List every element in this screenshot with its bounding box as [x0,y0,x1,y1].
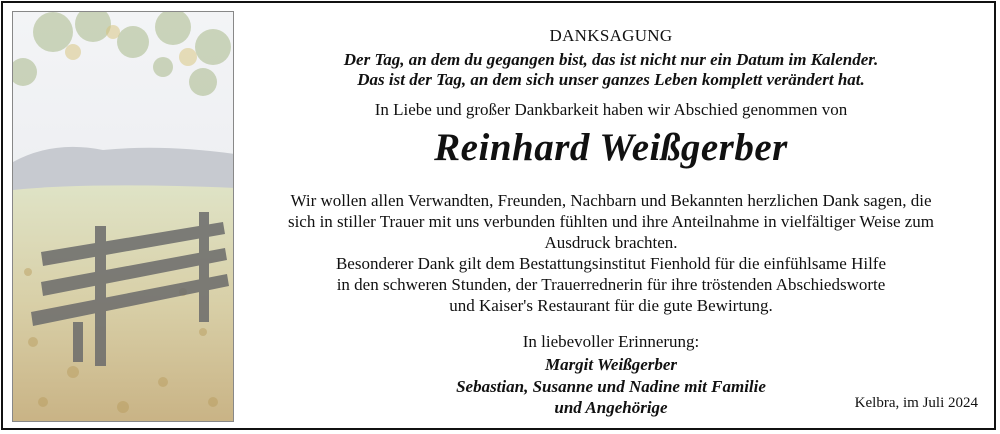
thanks-line: Besonderer Dank gilt dem Bestattungsinstitut Fienhold für die einfühlsame Hilfe [335,254,887,273]
motto-line: Der Tag, an dem du gegangen bist, das ist nicht nur ein Datum im Kalender. [343,50,879,69]
motto-line: Das ist der Tag, an dem sich unser ganzes Leben komplett verändert hat. [357,70,865,89]
heading: DANKSAGUNG [549,26,673,45]
thanks-line: in den schweren Stunden, der Trauerrednerin für ihre tröstenden Abschiedsworte [336,275,886,294]
memory-label: In liebevoller Erinnerung: [522,332,700,351]
signature-line: und Angehörige [554,398,668,417]
thanks-line: Wir wollen allen Verwandten, Freunden, Nachbarn und Bekannten herzlichen Dank sagen, die [290,191,932,210]
motto-quote [240,50,982,90]
thanks-line: Ausdruck brachten. [544,233,678,252]
signature-line: Sebastian, Susanne und Nadine mit Familie [456,377,766,396]
deceased-name: Reinhard Weißgerber [434,126,788,169]
thanks-paragraph [240,190,982,316]
thanks-line: sich in stiller Trauer mit uns verbunden fühlten und ihre Anteilnahme in vielfältiger Weise zum [287,212,935,231]
bench-landscape-image [12,11,234,422]
intro-text: In Liebe und großer Dankbarkeit haben wir Abschied genommen von [374,100,848,119]
thanks-line: und Kaiser's Restaurant für die gute Bewirtung. [449,296,773,315]
signature-line: Margit Weißgerber [544,355,678,374]
place-date: Kelbra, im Juli 2024 [854,395,978,411]
